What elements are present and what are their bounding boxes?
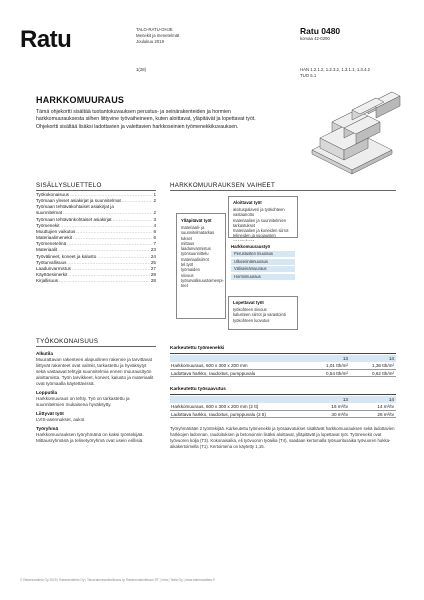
upkeep-item: materiaalisiirrot: [181, 256, 209, 262]
core-bars: [231, 251, 295, 280]
toc-divider: [36, 190, 156, 191]
start-item: aloituspalaveri ja työkohteen vastaanotto: [233, 207, 285, 218]
core-bar: Perustusten muuraus: [231, 251, 295, 257]
upkeep-item: siivous: [181, 272, 194, 278]
end-item: työkohteen luovutus: [233, 317, 270, 323]
liittyvat-heading: Liittyvät työt: [36, 411, 64, 417]
intro-paragraph: Tämä ohjekortti sisältää tuotantokuvauksen perustus- ja seinärakenteiden ja hormien harkkomuurauksesta siihen liittyvine työvaiheineen, kuten aloittavat, yläpitävät ja lopettavat työt. Ohjekortti sisältää lisäksi ladottavien ja valettavien harkkoseinien työmenekkikuvauksen.: [36, 109, 256, 130]
work-section: [36, 348, 156, 444]
start-item: materiaalien ja suunnitelmien tarkastukset: [233, 217, 287, 228]
upkeep-item: työturvallisuustoimenpi-: [181, 277, 224, 283]
work-divider: [36, 346, 156, 347]
toc-item[interactable]: Työvälineet, koneet ja kalusto ..... 24: [36, 254, 156, 260]
end-list: [233, 307, 293, 323]
table-row: Ladottava harkko, raudoitus, pumppuvalu (2 tt) 30 m²/tv 26 m²/tv: [171, 411, 394, 417]
start-item: telineiden ja suojausten: [233, 233, 276, 239]
liittyvat-text: LVIS-asennukset, aukot: [36, 417, 85, 423]
toc-item[interactable]: Työmaan tehtäväkohtaiset asiakirjat ja: [36, 204, 114, 210]
core-title: Harkkomuuraustyö: [231, 244, 271, 249]
block-wall-illustration: [292, 88, 404, 178]
upkeep-item: suunnitelmatarkas: [181, 230, 215, 236]
replaces-code: korvaa 42-0290: [300, 36, 330, 41]
labor-consumption-table: [170, 346, 396, 377]
column-header: 14: [388, 356, 394, 361]
toc-item[interactable]: Työmenekit ..... 4: [36, 223, 156, 229]
classification-codes: [300, 67, 370, 79]
header-series: TALO-RATU-OHJE: [136, 27, 173, 32]
tyoryhma-heading: Työryhmä: [36, 426, 59, 432]
toc-item[interactable]: Kirjallisuus ..... 28: [36, 278, 156, 284]
column-header: 13: [342, 397, 348, 402]
lopputila-heading: Lopputila: [36, 390, 58, 396]
tuo-code: TUO 5.1: [300, 73, 317, 78]
upkeep-item: laadunvarmistus: [181, 246, 211, 252]
core-bar: Hormimuuraus: [231, 274, 295, 280]
work-output-table: [170, 387, 396, 418]
toc-item[interactable]: Muuttujien vaikutus ..... 6: [36, 229, 156, 235]
header-subtitle: Menekit ja menetelmät: [136, 33, 180, 39]
upkeep-title: Ylläpitävät työt: [181, 218, 212, 223]
core-bar: Ulkoseinämuuraus: [231, 259, 295, 265]
end-item: työkohteen siivous: [233, 307, 267, 312]
core-bar: Väliseinämuuraus: [231, 266, 295, 272]
toc-item[interactable]: Työturvallisuus ..... 25: [36, 260, 156, 266]
toc-item[interactable]: Työkokonaisuus ..... 1: [36, 192, 156, 198]
header-code-block: [300, 26, 340, 42]
upkeep-item: teet: [181, 283, 188, 289]
toc-item[interactable]: Työmenetelmä ..... 7: [36, 241, 156, 247]
upkeep-item: tukset: [181, 235, 192, 241]
phases-divider: [170, 190, 396, 191]
end-title: Lopettavat työt: [233, 300, 264, 305]
table-of-contents: [36, 192, 156, 284]
toc-item[interactable]: Käyttöesimerkit ..... 28: [36, 272, 156, 278]
table-header-row: [170, 396, 396, 403]
toc-item[interactable]: Työmaan yleiset asiakirjat ja suunnitelmat ..... 2: [36, 198, 156, 204]
work-heading: TYÖKOKONAISUUS: [36, 338, 99, 345]
document-code: Ratu 0480: [300, 26, 341, 36]
alkutila-heading: Alkutila: [36, 351, 53, 356]
table-row: Harkkomuuraus, 600 x 300 x 200 mm (2 tt) 16 m²/tv 14 m²/tv: [171, 404, 394, 409]
core-box: [228, 241, 298, 293]
end-item: kalusteen siirrot ja varastointi: [233, 312, 286, 318]
start-title: Aloittavat työt: [233, 200, 262, 205]
upkeep-item: työmaiden: [181, 267, 200, 273]
end-box: [228, 296, 298, 330]
toc-item[interactable]: Työmaan tehtävänkohtaiset asiakirjat ..... 3: [36, 217, 156, 223]
upkeep-list: [181, 225, 224, 289]
table-header-row: [170, 355, 396, 362]
ratu-logo: Ratu: [20, 26, 72, 53]
header-date: Joulukuu 2019: [136, 39, 164, 45]
han-code: HAN 1.2.1.2, 1.2.3.2, 1.3.1.1, 1.3.4.2: [300, 67, 370, 72]
toc-item[interactable]: suunnitelmat ..... 2: [36, 210, 156, 216]
table-row: Harkkomuuraus, 600 x 300 x 200 mm 1,01 tth/m² 1,36 tth/m²: [171, 363, 394, 368]
lopputila-text: Harkkomuuraus on tehty. Työ on tarkastettu ja suunnitelmien mukaisena hyväksytty.: [36, 396, 130, 408]
table-note: Työryhmänään 2 työntekijää. Karkeutettu työmenekki ja työsaavutukset sisältävät harkkomuurauksen sekä ladottavien harkkojen ladonnan, raudoituksen ja betonoinnin lisäksi aloittavat, ylläpitävät ja lopettavat työt. Työmenekit ovat työvuoren kolja (T3). Kokonaisaika, eli työvuoron työaika (T4), saadaan kertomalla työsuoritusaika työvuoren hukka-aikakertoimella (T1). Kertoimena on käytetty 1,15.: [170, 426, 395, 449]
table-caption: Karkeutettu työmenekki: [170, 346, 396, 354]
start-list: [233, 207, 293, 244]
upkeep-box: [176, 213, 226, 319]
toc-item[interactable]: Materiaalit ..... 23: [36, 247, 156, 253]
page-title: HARKKOMUURAUS: [36, 95, 125, 105]
column-header: 14: [388, 397, 394, 402]
table-caption: Karkeutettu työsaavutus: [170, 387, 396, 395]
tyoryhma-text: Harkkomuurauksen työryhmänä on kaksi työntekijää. Mittausryhmänä ja telinetyöryhmä ovat usein erillisiä.: [36, 432, 144, 444]
header-meta: [136, 27, 179, 46]
page-number: 1(28): [136, 67, 147, 72]
table-row: Ladottava harkko, raudoitus, pumppuvalu 0,54 tth/m² 0,62 tth/m²: [171, 370, 394, 376]
start-box: [228, 196, 298, 238]
toc-heading: SISÄLLYSLUETTELO: [36, 182, 102, 189]
toc-item[interactable]: Materiaalimenekit ..... 6: [36, 235, 156, 241]
column-header: 13: [342, 356, 348, 361]
phases-heading: HARKKOMUURAUKSEN VAIHEET: [170, 182, 276, 189]
start-item: materiaalien ja koneiden siirrot: [233, 228, 289, 234]
alkutila-text: Muurattavan rakenteen alapuolinen rakenne ja tarvittavat liittyvät rakenteet ovat valmiit, tarkastettu ja hyväksytyt sekä vastaavat tehtyjä suunnitelmia ennen muurausityön aloittamista. Työn tarvikkeet, koneet, kalusto ja materiaalit ovat työmaalla käytettävissä.: [36, 357, 154, 387]
upkeep-item: työnsuunnittelu: [181, 251, 209, 257]
upkeep-item: materiaali- ja: [181, 225, 205, 230]
upkeep-item: mittaus: [181, 240, 195, 246]
toc-item[interactable]: Laadunvarmistus ..... 27: [36, 266, 156, 272]
upkeep-item: tel.työt: [181, 262, 194, 268]
page-footer: © Rakennustieto Oy 2019 | Rakennustieto Oy | Talonrakennusteollisuus ry, Rakennusteollisuus RT | Infra | Tekla Oy | www.rakennustieto.fi: [20, 578, 215, 582]
